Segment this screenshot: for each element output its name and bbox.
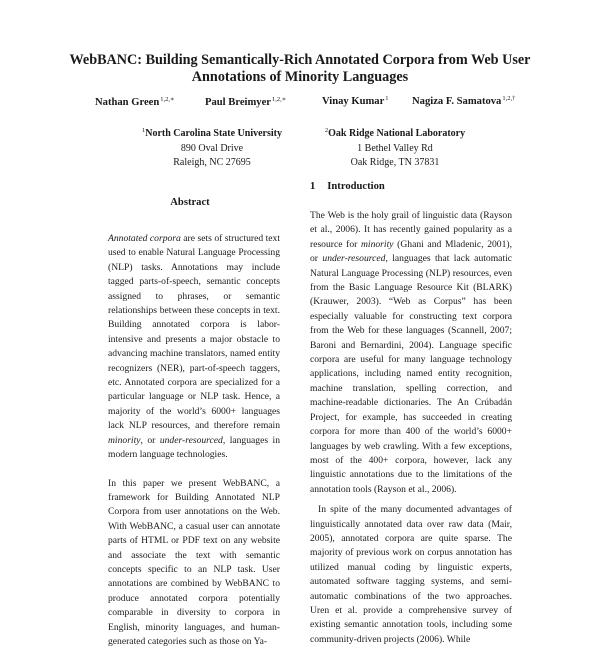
paper-title: WebBANC: Building Semantically-Rich Annotated Corpora from Web User Annotations of Minority Languages — [69, 52, 531, 85]
section-heading — [310, 181, 385, 192]
text-run: (Ghani and Mladenic, 2001), or — [310, 238, 512, 265]
section-number: 1 — [310, 181, 316, 192]
author-name: Paul Breimyer — [205, 97, 271, 108]
text-run: , languages that lack automatic Natural Language Processing (NLP) resources, even from the Basic Language Resource Kit (BLARK) (Krauwer, 2003). “Web as Corpus” has been especially valuable for constructing text corpora from the Web for these languages (Scannell, 2007; Baroni and Bernardini, 2004). Language specific corpora are useful for many language technology applications, including named entity recognition, machine translation, spelling correction, and machine-readable dictionaries. The An Crúbadán Project, for example, has succeeded in creating corpora for more than 400 of the world’s 6000+ languages by web crawling. With a few exceptions, most of the 400+ corpora, however, lack any linguistic annotations due to the limitations of the annotation tools (Rayson et al., 2006). — [310, 253, 513, 495]
author-name: Vinay Kumar — [322, 96, 385, 107]
author-3 — [322, 95, 389, 107]
italic-term: minority — [108, 434, 141, 446]
affil-name: Oak Ridge National Laboratory — [328, 128, 466, 139]
affil-line1: 890 Oval Drive — [180, 142, 244, 154]
introduction-body — [310, 209, 512, 647]
section-title: Introduction — [327, 181, 385, 192]
affil-line2: Raleigh, NC 27695 — [173, 157, 251, 168]
author-1 — [95, 95, 174, 108]
italic-term: Annotated corpora — [108, 233, 181, 244]
italic-term: under-resourced — [322, 253, 386, 265]
author-name: Nathan Green — [95, 97, 160, 108]
author-name: Nagiza F. Samatova — [412, 96, 502, 107]
abstract-paragraph-1 — [108, 232, 280, 463]
text-run: The Web is the holy grail of linguistic data (Rayson et al., 2006). It has recently gained popularity as a resource for — [310, 210, 512, 250]
affil-line1: 1 Bethel Valley Rd — [357, 142, 433, 154]
intro-paragraph-1 — [310, 209, 512, 497]
author-sup: 1 — [385, 95, 389, 102]
affil-name: North Carolina State University — [145, 128, 282, 139]
abstract-body — [108, 232, 280, 663]
affil-line2: Oak Ridge, TN 37831 — [350, 157, 440, 168]
author-sup: 1,2,∗ — [272, 96, 287, 103]
intro-paragraph-2: In spite of the many documented advantages of linguistically annotated data over raw data (Mair, 2005), annotated corpora are quite sparse. The majority of previous work on corpus annotation has utilized manual coding by linguistic experts, automated software tagging systems, and semi-automatic combinations of the two approaches. Uren et al. provide a comprehensive survey of existing semantic annotation tools, including some community-driven projects (2006). While — [310, 504, 512, 645]
affiliation-2 — [285, 124, 505, 171]
abstract-heading: Abstract — [170, 197, 210, 208]
author-2 — [205, 95, 286, 108]
italic-term: under-resourced — [159, 434, 223, 446]
author-sup: 1,2,∗ — [160, 96, 175, 103]
author-4 — [412, 95, 515, 107]
author-sup: 1,2,† — [502, 95, 516, 102]
affil-sup: 1 — [142, 127, 146, 134]
text-run: , languages in modern language technologies. — [108, 434, 280, 461]
abstract-paragraph-2: In this paper we present WebBANC, a framework for Building Annotated NLP Corpora from user annotations on the Web. With WebBANC, a casual user can annotate parts of HTML or PDF text on any website and associate the text with semantic concepts specific to an NLP task. User annotations are combined by WebBANC to produce annotated corpora potentially comparable in diversity to corpora in English, minority languages, and human-generated categories such as those on Ya- — [108, 477, 280, 647]
affil-sup: 2 — [324, 127, 329, 134]
text-run: are sets of structured text used to enable Natural Language Processing (NLP) tasks. Annotations may include tagged parts-of-speech, semantic concepts assigned to phrases, or semantic relationships between these concepts in text. Building annotated corpora is labor-intensive and presents a major obstacle to advancing machine translators, named entity recognizers (NER), part-of-speech taggers, etc. Annotated corpora are specialized for a particular language or NLP task. Hence, a majority of the world’s 6000+ languages lack NLP resources, and therefore remain — [108, 233, 280, 432]
italic-term: minority — [360, 238, 394, 250]
text-run: , or — [140, 434, 160, 446]
